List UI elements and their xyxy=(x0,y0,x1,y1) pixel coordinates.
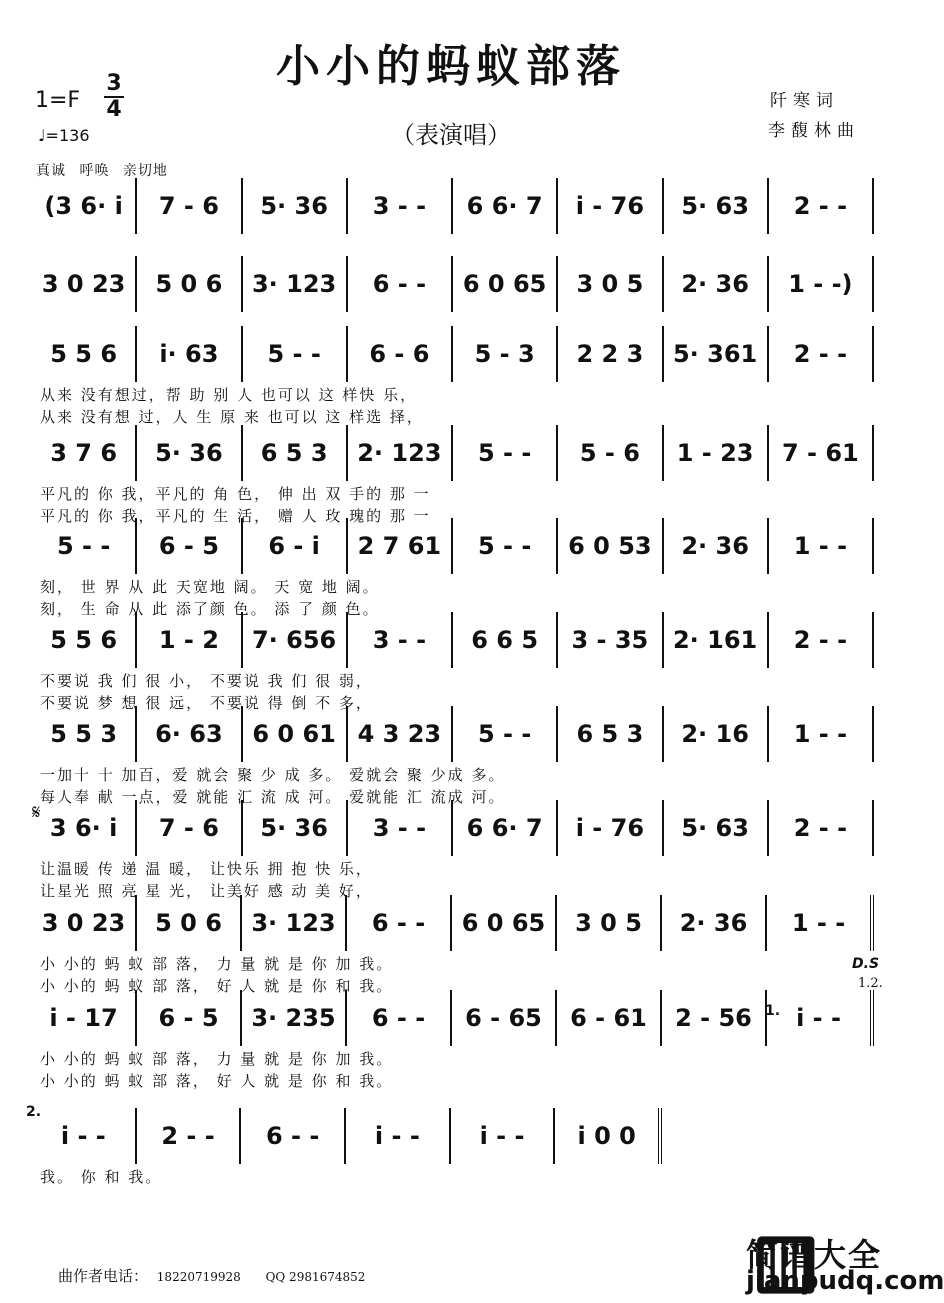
song-subtitle: （表演唱） xyxy=(391,121,511,149)
measure: 3 0 23 xyxy=(32,895,137,951)
music-row xyxy=(32,990,874,1046)
measure: 5· 36 xyxy=(243,800,348,856)
music-row xyxy=(32,895,874,951)
measure: i - - xyxy=(767,990,874,1046)
expression-marking: 真诚 呼唤 亲切地 xyxy=(36,163,168,179)
footer-label: 曲作者电话： xyxy=(58,1267,149,1285)
measure: 3 0 5 xyxy=(558,256,663,312)
measure: 5 - - xyxy=(453,518,558,574)
measure: 6 - i xyxy=(243,518,348,574)
music-row xyxy=(32,1108,662,1164)
measure: 2 - 56 xyxy=(662,990,767,1046)
measure: 3 0 5 xyxy=(557,895,662,951)
music-row xyxy=(32,706,874,762)
measure: 3· 123 xyxy=(242,895,347,951)
measure: 5 - 6 xyxy=(558,425,663,481)
measure: i - - xyxy=(32,1108,137,1164)
measure: 3· 235 xyxy=(242,990,347,1046)
measure: 7 - 6 xyxy=(137,178,242,234)
measure: 5 0 6 xyxy=(137,256,242,312)
lyric-line: 平凡的 你 我，平凡的 生 活， 赠 人 玫 瑰的 那 一 xyxy=(40,507,431,525)
music-row xyxy=(32,518,874,574)
measure: i· 63 xyxy=(137,326,242,382)
lyric-line: 从来 没有想 过，人 生 原 来 也可以 这 样选 择， xyxy=(40,408,424,426)
measure: 5· 63 xyxy=(664,178,769,234)
measure: 1 - - xyxy=(769,518,874,574)
lyric-line: 刻， 世 界 从 此 天宽地 阔。 天 宽 地 阔。 xyxy=(40,578,380,596)
lyric-line: 我。 你 和 我。 xyxy=(40,1168,163,1186)
measure: 2 - - xyxy=(769,178,874,234)
measure: 6 - - xyxy=(347,895,452,951)
measure: i - 76 xyxy=(558,800,663,856)
lyric-line: 从来 没有想过，帮 助 别 人 也可以 这 样快 乐， xyxy=(40,386,418,404)
measure: 2· 36 xyxy=(664,256,769,312)
tempo-marking: ♩=136 xyxy=(38,126,90,145)
measure: 3 - - xyxy=(348,800,453,856)
lyric-line: 让温暖 传 递 温 暖， 让快乐 拥 抱 快 乐， xyxy=(40,860,373,878)
measure: 6 - 5 xyxy=(137,990,242,1046)
measure: 2· 16 xyxy=(664,706,769,762)
lyric-line: 刻， 生 命 从 此 添了颜 色。 添 了 颜 色。 xyxy=(40,600,380,618)
measure: 6 - 5 xyxy=(137,518,242,574)
measure: 6 5 3 xyxy=(558,706,663,762)
time-signature-top: 3 xyxy=(106,71,122,96)
music-row xyxy=(32,256,874,312)
lyric-line: 小 小的 蚂 蚁 部 落， 力 量 就 是 你 加 我。 xyxy=(40,955,394,973)
measure: 5· 36 xyxy=(137,425,242,481)
lyricist-credit: 阡寒词 xyxy=(770,91,839,111)
measure: 2 7 61 xyxy=(348,518,453,574)
measure: 6 - 65 xyxy=(452,990,557,1046)
measure: 7 - 61 xyxy=(769,425,874,481)
measure: (3 6· i xyxy=(32,178,137,234)
measure: 6 - - xyxy=(347,990,452,1046)
measure: 5 - - xyxy=(32,518,137,574)
measure: 5 - 3 xyxy=(453,326,558,382)
song-title: 小小的蚂蚁部落 xyxy=(276,41,626,92)
ds-marking: D.S xyxy=(852,956,880,972)
measure: 1 - 23 xyxy=(664,425,769,481)
measure: 7 - 6 xyxy=(137,800,242,856)
measure: 5· 63 xyxy=(664,800,769,856)
measure: i - 76 xyxy=(558,178,663,234)
measure: i - - xyxy=(451,1108,556,1164)
measure: 2· 123 xyxy=(348,425,453,481)
measure: 3 0 23 xyxy=(32,256,137,312)
footer-qq: QQ 2981674852 xyxy=(265,1270,366,1284)
measure: 2· 36 xyxy=(662,895,767,951)
logo-name: 简谱大全 xyxy=(746,1236,883,1274)
measure: 6 0 65 xyxy=(452,895,557,951)
measure: 1 - -) xyxy=(769,256,874,312)
measure: 5 5 3 xyxy=(32,706,137,762)
measure: 5 - - xyxy=(453,425,558,481)
measure: 7· 656 xyxy=(243,612,348,668)
measure: 2· 36 xyxy=(664,518,769,574)
measure: 3· 123 xyxy=(243,256,348,312)
lyric-line: 不要说 梦 想 很 远， 不要说 得 倒 不 多， xyxy=(40,694,373,712)
logo-url: jianpudq.com xyxy=(746,1266,944,1296)
measure: i 0 0 xyxy=(555,1108,662,1164)
measure: 3 7 6 xyxy=(32,425,137,481)
lyric-line: 不要说 我 们 很 小， 不要说 我 们 很 弱， xyxy=(40,672,373,690)
measure: 3 - 35 xyxy=(558,612,663,668)
repeat-marking: 1.2. xyxy=(858,976,883,991)
lyric-line: 让星光 照 亮 星 光， 让美好 感 动 美 好， xyxy=(40,882,373,900)
measure: 5· 36 xyxy=(243,178,348,234)
music-row xyxy=(32,612,874,668)
measure: 1 - 2 xyxy=(137,612,242,668)
key-signature: 1=F xyxy=(35,88,81,113)
lyric-line: 小 小的 蚂 蚁 部 落， 好 人 就 是 你 和 我。 xyxy=(40,977,394,995)
measure: 6 5 3 xyxy=(243,425,348,481)
measure: i - 17 xyxy=(32,990,137,1046)
measure: 5 - - xyxy=(453,706,558,762)
music-row xyxy=(32,326,874,382)
measure: 3 6· i xyxy=(32,800,137,856)
measure: 5 - - xyxy=(243,326,348,382)
measure: 3 - - xyxy=(348,178,453,234)
footer-contact xyxy=(58,1265,365,1286)
composer-credit: 李馥林曲 xyxy=(768,121,860,141)
measure: 6 0 53 xyxy=(558,518,663,574)
segno-sign: 𝄋 xyxy=(32,800,41,824)
measure: 5 5 6 xyxy=(32,326,137,382)
music-row xyxy=(32,178,874,234)
measure: 2 - - xyxy=(137,1108,242,1164)
measure: 1 - - xyxy=(769,706,874,762)
measure: i - - xyxy=(346,1108,451,1164)
measure: 6 0 65 xyxy=(453,256,558,312)
measure: 3 - - xyxy=(348,612,453,668)
measure: 2· 161 xyxy=(664,612,769,668)
measure: 6 6 5 xyxy=(453,612,558,668)
measure: 2 - - xyxy=(769,800,874,856)
volta-two: 2. xyxy=(26,1104,42,1120)
measure: 6 - - xyxy=(348,256,453,312)
measure: 6· 63 xyxy=(137,706,242,762)
measure: 6 0 61 xyxy=(243,706,348,762)
measure: 5 0 6 xyxy=(137,895,242,951)
measure: 6 6· 7 xyxy=(453,800,558,856)
footer-phone: 18220719928 xyxy=(156,1270,241,1284)
measure: 6 - 6 xyxy=(348,326,453,382)
lyric-line: 小 小的 蚂 蚁 部 落， 好 人 就 是 你 和 我。 xyxy=(40,1072,394,1090)
lyric-line: 平凡的 你 我，平凡的 角 色， 伸 出 双 手的 那 一 xyxy=(40,485,431,503)
time-signature xyxy=(104,72,124,122)
measure: 1 - - xyxy=(767,895,874,951)
lyric-line: 一加十 十 加百，爱 就会 聚 少 成 多。 爱就会 聚 少成 多。 xyxy=(40,766,506,784)
measure: 2 2 3 xyxy=(558,326,663,382)
measure: 4 3 23 xyxy=(348,706,453,762)
measure: 2 - - xyxy=(769,612,874,668)
time-signature-bottom: 4 xyxy=(104,96,124,122)
lyric-line: 每人奉 献 一点，爱 就能 汇 流 成 河。 爱就能 汇 流成 河。 xyxy=(40,788,506,806)
lyric-line: 小 小的 蚂 蚁 部 落， 力 量 就 是 你 加 我。 xyxy=(40,1050,394,1068)
volta-one: 1. xyxy=(765,1003,781,1019)
measure: 5· 361 xyxy=(664,326,769,382)
music-row xyxy=(32,800,874,856)
music-row xyxy=(32,425,874,481)
measure: 6 - 61 xyxy=(557,990,662,1046)
measure: 2 - - xyxy=(769,326,874,382)
measure: 5 5 6 xyxy=(32,612,137,668)
measure: 6 - - xyxy=(241,1108,346,1164)
measure: 6 6· 7 xyxy=(453,178,558,234)
